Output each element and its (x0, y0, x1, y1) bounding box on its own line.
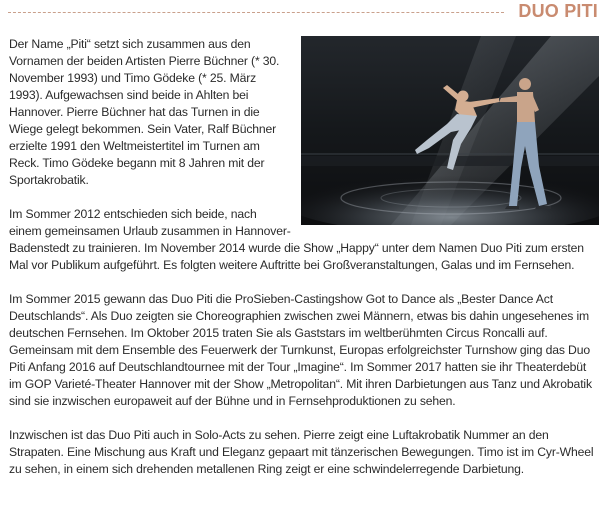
page-title: DUO PITI (518, 1, 598, 21)
article-body (9, 36, 599, 478)
paragraph-origin: Der Name „Piti“ setzt sich zusammen aus den Vornamen der beiden Artisten Pierre Büchner (* 30. November 1993) und Timo Gödeke (* 25. März 1993). Aufgewachsen sind beide in Ahlten bei Hannover. Pierre Büchner hat das Turnen in die Wiege gelegt bekommen. Sein Vater, Ralf Büchner erzielte 1991 den Weltmeistertitel im Turnen am Reck. Timo Gödeke begann mit 8 Jahren mit der Sportakrobatik. (9, 37, 280, 187)
stage-scene (301, 36, 599, 225)
two-acrobats-photo (301, 36, 599, 225)
page-header (0, 0, 604, 26)
paragraph-beginnings: Im Sommer 2012 entschieden sich beide, nach einem gemeinsamen Urlaub zusammen in Hannover-Badenstedt zu trainieren. Im November 2014 wurde die Show „Happy“ unter dem Namen Duo Piti zum ersten Mal vor Publikum aufgeführt. Es folgten weitere Auftritte bei Großveranstaltungen, Galas und im Fernsehen. (9, 207, 584, 272)
header-divider (8, 12, 504, 13)
paragraph-solo-acts: Inzwischen ist das Duo Piti auch in Solo-Acts zu sehen. Pierre zeigt eine Luftakrobatik Nummer an den Strapaten. Eine Mischung aus Kraft und Eleganz gepaart mit tänzerischen Bewegungen. Timo ist im Cyr-Wheel zu sehen, in einem sich drehenden metallenen Ring zeigt er eine schwindelerregende Darbietung. (9, 428, 594, 476)
paragraph-career: Im Sommer 2015 gewann das Duo Piti die ProSieben-Castingshow Got to Dance als „Bester Dance Act Deutschlands“. Als Duo zeigten sie Choreographien zwischen zwei Männern, etwas bis dahin ungesehenes im deutschen Fernsehen. Im Oktober 2015 traten Sie als Gaststars im weltberühmten Circus Roncalli auf. Gemeinsam mit dem Ensemble des Feuerwerk der Turnkunst, Europas erfolgreichster Turnshow ging das Duo Piti Anfang 2016 auf Deutschlandtournee mit der Tour „Imagine“. Im Sommer 2017 hatten sie ihr Theaterdebüt im GOP Varieté-Theater Hannover mit der Show „Metropolitan“. Mit ihren Darbietungen aus Tanz und Akrobatik sind sie inzwischen europaweit auf der Bühne und in Fernsehproduktionen zu sehen. (9, 292, 592, 408)
